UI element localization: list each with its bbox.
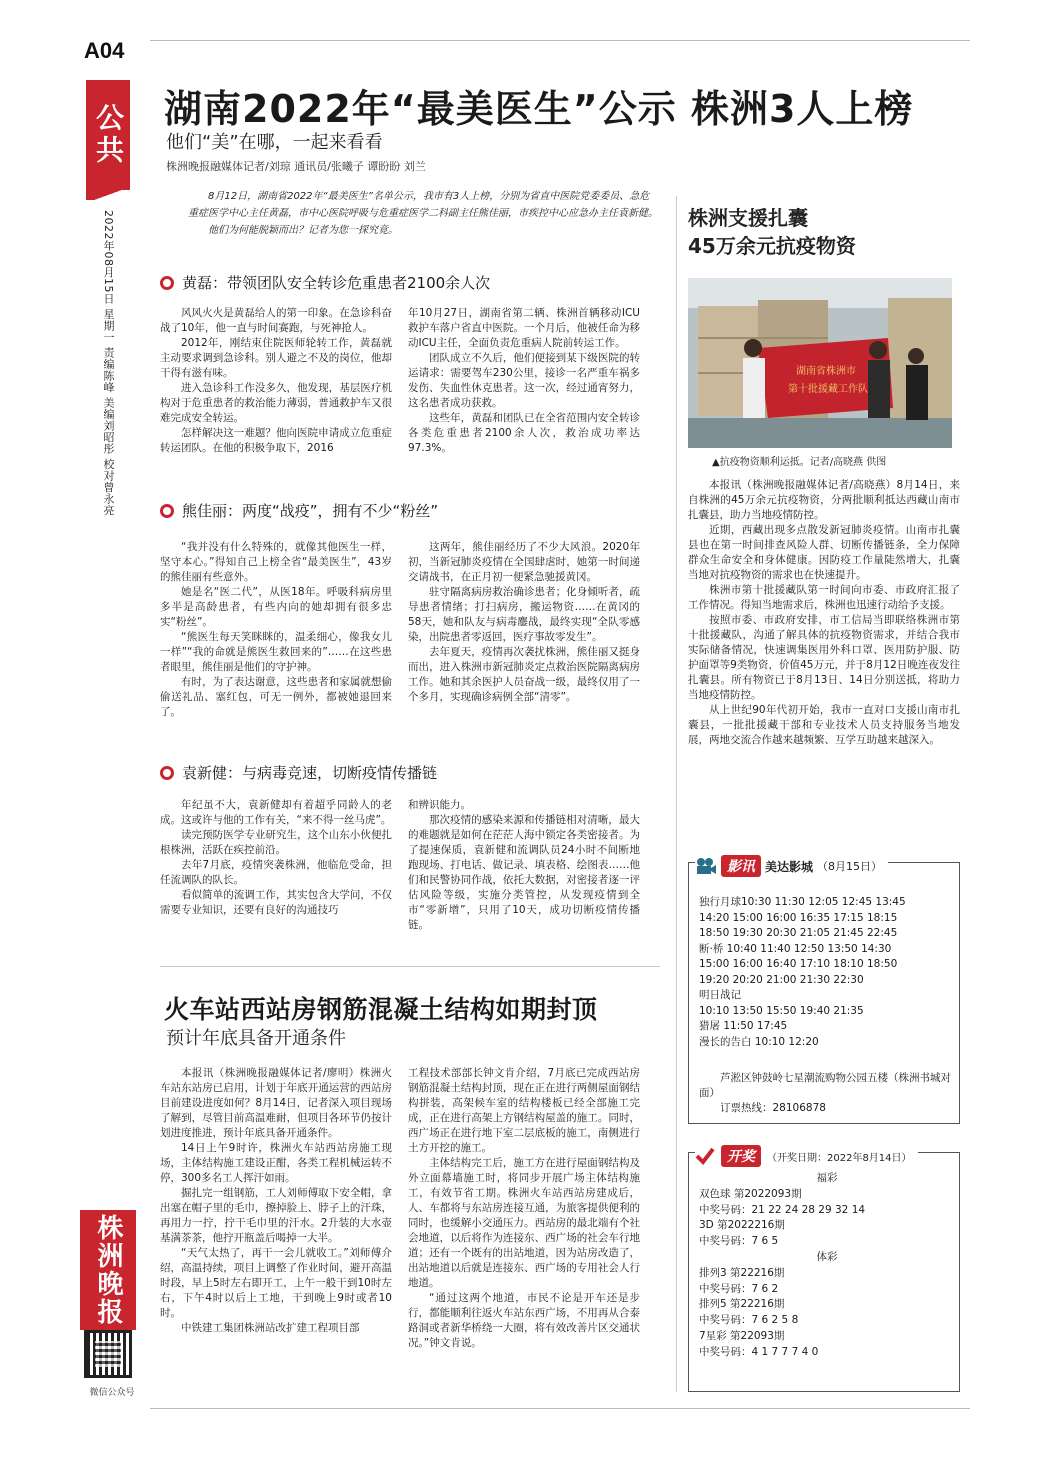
sidebar-divider: [676, 196, 677, 1392]
section-heading-text: 黄磊：带领团队安全转诊危重患者2100余人次: [182, 274, 491, 292]
lead-subheadline: 他们“美”在哪，一起来看看: [166, 132, 383, 153]
lottery-tag: 开奖: [721, 1145, 761, 1167]
sidebar-headline-line: 45万余元抗疫物资: [688, 234, 856, 258]
cinema-tag: 影讯: [721, 855, 761, 877]
section-heading-huang: [160, 272, 490, 293]
lottery-line: 排列5 第22216期: [699, 1298, 785, 1311]
lottery-list: [699, 1171, 955, 1361]
article-divider: [160, 966, 660, 967]
paragraph: 进入急诊科工作没多久，他发现，基层医疗机构对于危重患者的救治能力薄弱，普通救护车又很难完成安全转运。: [160, 382, 392, 424]
paragraph: 怎样解决这一难题？他向医院申请成立危重症转运团队。在他的积极争取下，2016: [160, 427, 392, 454]
paragraph: 2012年，刚结束住院医师轮转工作，黄磊就主动要求调到急诊科。别人避之不及的岗位，他却干得有滋有味。: [160, 337, 392, 379]
paragraph: 风风火火是黄磊给人的第一印象。在急诊科奋战了10年，他一直与时间赛跑，与死神抢人。: [160, 307, 392, 334]
cinema-address-block: [699, 1071, 955, 1116]
sidebar-body: [688, 478, 960, 748]
lottery-line: 7星彩 第22093期: [699, 1329, 785, 1342]
lottery-header: [695, 1145, 918, 1167]
lottery-line: 3D 第2022216期: [699, 1219, 785, 1232]
paragraph: 和辨识能力。: [408, 799, 471, 811]
lead-intro-paragraph: 8月12日，湖南省2022年“最美医生”名单公示，我市有3人上榜，分别为省直中医院党委委员、急危重症医学中心主任黄磊，市中心医院呼吸与危重症医学二科副主任熊佳丽，市疾控中心应急办主任袁新健。: [188, 191, 658, 219]
paragraph: 有时，为了表达谢意，这些患者和家属就想偷偷送礼品、塞红包，可无一例外，都被她退回来了。: [160, 676, 392, 718]
photo-illustration: [688, 278, 952, 448]
paragraph: “熊医生每天笑眯眯的，温柔细心，像我女儿一样”“我的命就是熊医生救回来的”……在这些患者眼里，熊佳丽是他们的守护神。: [160, 631, 392, 673]
paragraph: 工程技术部部长钟文肯介绍，7月底已完成西站房钢筋混凝土结构封顶，现在正在进行两侧屋面钢结构拼装，高架候车室的结构楼板已经全部施工完成，正在进行高架上方钢结构屋盖的施工。同时，西广场正在进行地下室二层底板的施工，南侧进行土方开挖的施工。: [408, 1067, 640, 1154]
newspaper-logo: 株洲晚报: [80, 1210, 136, 1330]
paragraph: “天气太热了，再干一会儿就收工。”刘师傅介绍，高温持续，项目上调整了作业时间，避开高温时段，早上5时左右即开工，上午一般干到10时左右，下午4时以后上工地，干到晚上9时或者10时。: [160, 1247, 392, 1319]
dateline: 2022年08月15日 星期一 责编陈峰 美编刘昭彤 校对曾永亮: [102, 210, 115, 516]
bullet-circle-icon: [160, 766, 174, 780]
article-column: [408, 798, 640, 933]
lottery-line: 中奖号码：4 1 7 7 7 4 0: [699, 1345, 819, 1358]
lead-headline: 湖南2022年“最美医生”公示 株洲3人上榜: [164, 87, 914, 131]
lead-byline: 株洲晚报融媒体记者/刘琼 通讯员/张曦子 谭盼盼 刘兰: [166, 160, 426, 173]
paragraph: “我并没有什么特殊的，就像其他医生一样，坚守本心。”得知自己上榜全省“最美医生”，43岁的熊佳丽有些意外。: [160, 541, 392, 583]
paragraph: 去年7月底，疫情突袭株洲，他临危受命，担任流调队的队长。: [160, 859, 392, 886]
paragraph: 本报讯（株洲晚报融媒体记者/高晓燕）8月14日，来自株洲的45万余元抗疫物资，分两批顺利抵达西藏山南市扎囊县，助力当地疫情防控。: [688, 479, 960, 521]
article-column: [408, 540, 640, 705]
paragraph: 这两年，熊佳丽经历了不少大风浪。2020年初，当新冠肺炎疫情在全国肆虐时，她第一时间递交请战书，在正月初一便紧急驰援黄冈。: [408, 541, 640, 583]
lottery-line: 排列3 第22216期: [699, 1266, 785, 1279]
page-number: A04: [84, 38, 125, 63]
paragraph: 按照市委、市政府安排，市工信局当即联络株洲市第十批援藏队，沟通了解具体的抗疫物资需求，并结合我市实际储备情况，快速调集医用外科口罩、医用防护服、防护面罩等9类物资，价值45万元，并于8月12日晚连夜发往扎囊县。所有物资已于8月13日、14日分别送抵，将助力当地疫情防控。: [688, 614, 960, 701]
article-column: [160, 798, 392, 918]
news-photo: [688, 278, 952, 448]
bullet-circle-icon: [160, 504, 174, 518]
paragraph: 年纪虽不大，袁新健却有着超乎同龄人的老成。这或许与他的工作有关，“来不得一丝马虎”。: [160, 799, 392, 826]
lottery-line: 福彩: [816, 1172, 838, 1184]
lottery-line: 中奖号码：7 6 2: [699, 1282, 779, 1295]
showtime-line: 断·桥 10:40 11:40 12:50 13:50 14:30: [699, 942, 892, 955]
lottery-line: 双色球 第2022093期: [699, 1187, 802, 1200]
paragraph: 看似简单的流调工作，其实包含大学问，不仅需要专业知识，还要有良好的沟通技巧: [160, 889, 392, 916]
film-camera-icon: [695, 857, 717, 875]
section-badge-tail: [86, 190, 130, 200]
showtime-line: 10:10 13:50 15:50 19:40 21:35: [699, 1004, 864, 1017]
second-subheadline: 预计年底具备开通条件: [166, 1028, 346, 1049]
paragraph: 14日上午9时许，株洲火车站西站房施工现场，主体结构施工建设正酣，各类工程机械运转不停，300多名工人挥汗如雨。: [160, 1142, 392, 1184]
paragraph: 团队成立不久后，他们便接到某下级医院的转运请求：需要驾车230公里，接诊一名严重车祸多发伤、失血性休克患者。这一次，经过通宵努力，这名患者成功获救。: [408, 352, 640, 409]
cinema-address: 芦淞区钟鼓岭七星潮流购物公园五楼（株洲书城对面）: [699, 1072, 951, 1099]
section-heading-text: 袁新健：与病毒竞速，切断疫情传播链: [182, 764, 438, 782]
article-column: [408, 306, 640, 456]
photo-banner-text: 湖南省株洲市: [796, 366, 856, 377]
paragraph: 株洲市第十批援藏队第一时间向市委、市政府汇报了工作情况。得知当地需求后，株洲也迅速行动给予支援。: [688, 584, 960, 611]
article-column: [160, 306, 392, 456]
showtime-line: 明日战记: [699, 989, 741, 1001]
showtime-line: 漫长的告白 10:10 12:20: [699, 1035, 819, 1048]
sidebar-headline: [688, 204, 856, 260]
showtime-line: 15:00 16:00 16:40 17:10 18:10 18:50: [699, 958, 898, 970]
paragraph: 这些年，黄磊和团队已在全省范围内安全转诊各类危重患者2100余人次，救治成功率达97.3%。: [408, 412, 640, 454]
cinema-name: 美达影城: [765, 859, 814, 874]
section-heading-yuan: [160, 762, 437, 783]
cinema-hotline: 订票热线：28106878: [720, 1102, 826, 1114]
lottery-line: 体彩: [816, 1250, 838, 1263]
article-column: [160, 1066, 392, 1336]
showtime-line: 猎屠 11:50 17:45: [699, 1020, 788, 1032]
showtime-list: [699, 895, 955, 1050]
lottery-results: [688, 1149, 960, 1392]
section-badge: 公共: [86, 80, 130, 190]
article-column: [408, 1066, 640, 1351]
paragraph: 读完预防医学专业研究生，这个山东小伙便扎根株洲，活跃在疾控前沿。: [160, 829, 392, 856]
photo-caption: ▲抗疫物资顺利运抵。记者/高晓燕 供图: [712, 457, 887, 468]
lottery-line: 中奖号码：21 22 24 28 29 32 14: [699, 1203, 866, 1216]
showtime-line: 14:20 15:00 16:00 16:35 17:15 18:15: [699, 911, 898, 924]
paragraph: 中铁建工集团株洲站改扩建工程项目部: [181, 1322, 360, 1334]
lottery-line: 中奖号码：7 6 5: [699, 1235, 779, 1248]
sidebar-headline-line: 株洲支援扎囊: [688, 206, 808, 230]
paragraph: 驻守隔离病房救治确诊患者；化身倾听者，疏导患者情绪；打扫病房，搬运物资……在黄冈的58天，她和队友与病毒鏖战，最终实现“全队零感染，出院患者零返回，医疗事故零发生”。: [408, 586, 640, 643]
lead-intro-paragraph: 他们为何能脱颖而出？记者为您一探究竟。: [208, 225, 398, 236]
paragraph: 年10月27日，湖南省第二辆、株洲首辆移动ICU救护车落户省直中医院。一个月后，他被任命为移动ICU主任，全面负责危重病人院前转运工作。: [408, 307, 640, 349]
paragraph: 近期，西藏出现多点散发新冠肺炎疫情。山南市扎囊县也在第一时间排查风险人群、切断传播链条，全力保障群众生命安全和身体健康。因防疫工作量陡然增大，扎囊当地对抗疫物资的需求也在快速提升。: [688, 524, 960, 581]
showtime-line: 18:50 19:30 20:30 21:05 21:45 22:45: [699, 927, 898, 939]
bottom-rule: [150, 1408, 970, 1409]
paragraph: 掘扎完一组钢筋，工人刘师傅取下安全帽，拿出塞在帽子里的毛巾，擦掉脸上、脖子上的汗珠，再用力一拧，拧干毛巾里的汗水。2升装的大水壶基满茶茶，他拧开瓶盖后喝掉一大半。: [160, 1187, 392, 1244]
showtime-line: 独行月球10:30 11:30 12:05 12:45 13:45: [699, 896, 906, 908]
lead-intro: [188, 188, 658, 239]
paragraph: 去年夏天，疫情再次袭扰株洲，熊佳丽又挺身而出，进入株洲市新冠肺炎定点救治医院隔离病房工作。她和其余医护人员奋战一级，最终仅用了一个多月，实现确诊病例全部“清零”。: [408, 646, 640, 703]
section-heading-xiong: [160, 500, 438, 521]
article-column: [160, 540, 392, 720]
paragraph: 本报讯（株洲晚报融媒体记者/廖明）株洲火车站东站房已启用，计划于年底开通运营的西站房目前建设进度如何？8月14日，记者深入项目现场了解到，尽管目前高温难耐，但项目各环节仍按计划进度推进，预计年底具备开通条件。: [160, 1067, 392, 1139]
paragraph: “通过这两个地道，市民不论是开车还是步行，都能顺利往返火车站东西广场，不用再从合泰路洞或者新华桥绕一大圈，将有效改善片区交通状况。”钟文肯说。: [408, 1292, 640, 1349]
cinema-listings: [688, 859, 960, 1124]
bullet-circle-icon: [160, 276, 174, 290]
checkmark-icon: [695, 1147, 715, 1165]
section-heading-text: 熊佳丽：两度“战疫”，拥有不少“粉丝”: [182, 502, 439, 520]
paragraph: 主体结构完工后，施工方在进行屋面钢结构及外立面幕墙施工时，将同步开展广场主体结构施工，有效节省工期。株洲火车站西站房建成后，人、车都将与东站房连接互通，为旅客提供便利的同时，也缓解小交通压力。西站房的最北端有个社会地道，以后将作为连接东、西广场的社会车行地道；还有一个既有的出站地道，因为站房改造了，出站地道以后就是连接东、西广场的专用社会人行地道。: [408, 1157, 640, 1289]
qr-code-icon: [84, 1330, 132, 1378]
top-rule: [150, 40, 970, 41]
showtime-line: 19:20 20:20 21:00 21:30 22:30: [699, 973, 864, 986]
lottery-line: 中奖号码：7 6 2 5 8: [699, 1314, 799, 1327]
photo-banner-text: 第十批援藏工作队: [788, 384, 868, 395]
lottery-date: （开奖日期：2022年8月14日）: [767, 1152, 912, 1164]
paragraph: 她是名“医二代”，从医18年。呼吸科病房里多半是高龄患者，有些内向的她却拥有很多忠实“粉丝”。: [160, 586, 392, 628]
qr-label: 微信公众号: [89, 1388, 135, 1398]
second-headline: 火车站西站房钢筋混凝土结构如期封顶: [164, 995, 598, 1024]
paragraph: 从上世纪90年代初开始，我市一直对口支援山南市扎囊县，一批批援藏干部和专业技术人员支持服务当地发展，两地交流合作越来越频繁、互学互助越来越深入。: [688, 704, 960, 746]
cinema-date: （8月15日）: [817, 860, 883, 873]
paragraph: 那次疫情的感染来源和传播链相对清晰，最大的难题就是如何在茫茫人海中锁定各类密接者。为了提速保质，袁新健和流调队员24小时不间断地跑现场、打电话、做记录、填表格、绘图表……他们和民警协同作战，依托大数据，对密接者逐一评估风险等级，实施分类管控，从发现疫情到全市“零新增”，只用了10天，成功切断疫情传播链。: [408, 814, 640, 931]
cinema-header: [695, 855, 888, 877]
